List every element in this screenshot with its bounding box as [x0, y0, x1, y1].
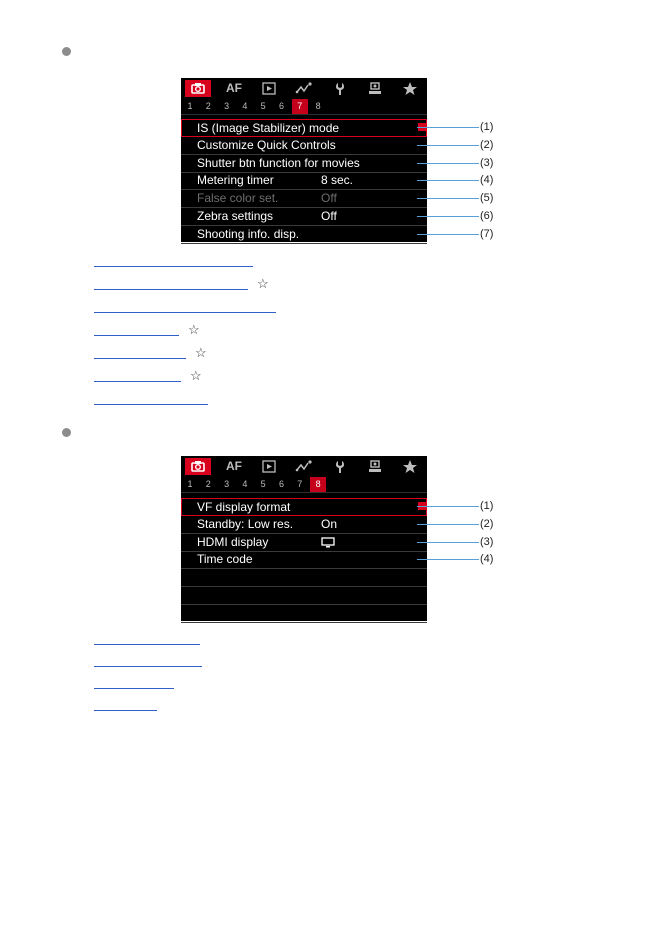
star-outline-icon: ☆ — [257, 276, 269, 291]
page-number-5[interactable]: 5 — [260, 101, 266, 111]
callout-number: (1) — [480, 121, 494, 133]
tab-label: AF — [226, 459, 242, 473]
star-outline-icon: ☆ — [195, 345, 207, 360]
menu-page-numbers — [181, 99, 427, 115]
menu-item-label: Standby: Low res. — [197, 516, 294, 531]
star-outline-icon: ☆ — [190, 368, 202, 383]
callout-line — [417, 506, 479, 507]
tab-custom-function-icon[interactable] — [362, 458, 388, 475]
reference-link[interactable] — [94, 654, 232, 670]
menu-item[interactable] — [181, 190, 427, 208]
page-number-3[interactable]: 3 — [224, 101, 230, 111]
callout-line — [417, 542, 479, 543]
tab-star-icon[interactable] — [397, 458, 423, 475]
link-underline[interactable] — [94, 312, 276, 313]
tab-wireless-icon[interactable] — [291, 458, 317, 475]
page-number-2[interactable]: 2 — [205, 479, 211, 489]
link-underline[interactable] — [94, 358, 186, 359]
menu-tab-bar — [181, 78, 427, 99]
menu-item-label: HDMI display — [197, 534, 269, 549]
reference-link[interactable] — [94, 300, 306, 316]
menu-item-value: Off — [321, 191, 337, 206]
tab-af[interactable] — [221, 458, 247, 475]
menu-item[interactable] — [181, 551, 427, 569]
tab-camera-icon[interactable] — [185, 80, 211, 97]
link-underline[interactable] — [94, 666, 202, 667]
menu-page-numbers — [181, 477, 427, 493]
monitor-icon — [321, 537, 335, 549]
callout-line — [417, 234, 479, 235]
tab-star-icon[interactable] — [397, 80, 423, 97]
tab-play-icon[interactable] — [256, 80, 282, 97]
page-number-8[interactable]: 8 — [310, 477, 326, 492]
menu-item-value: 8 sec. — [321, 173, 354, 188]
link-underline[interactable] — [94, 289, 248, 290]
link-underline[interactable] — [94, 404, 208, 405]
menu-item[interactable] — [181, 498, 427, 516]
star-outline-icon: ☆ — [188, 322, 200, 337]
menu-item-label: VF display format — [197, 500, 291, 514]
page-number-8[interactable]: 8 — [315, 101, 321, 111]
reference-link[interactable] — [94, 698, 187, 714]
tab-custom-function-icon[interactable] — [362, 80, 388, 97]
callout-number: (1) — [480, 500, 494, 512]
reference-link[interactable] — [94, 254, 283, 270]
callout-number: (4) — [480, 553, 494, 566]
tab-wrench-icon[interactable] — [327, 80, 353, 97]
page-number-4[interactable]: 4 — [242, 101, 248, 111]
menu-item-label: False color set. — [197, 191, 279, 206]
page-number-6[interactable]: 6 — [278, 101, 284, 111]
link-underline[interactable] — [94, 710, 157, 711]
page-number-3[interactable]: 3 — [224, 479, 230, 489]
page-number-1[interactable]: 1 — [187, 479, 193, 489]
reference-link[interactable] — [94, 346, 216, 362]
bullet-icon — [62, 47, 71, 56]
link-underline[interactable] — [94, 381, 181, 382]
callout-line — [417, 559, 479, 560]
callout-line — [417, 163, 479, 164]
link-underline[interactable] — [94, 644, 200, 645]
reference-link[interactable] — [94, 632, 230, 648]
page-number-1[interactable]: 1 — [187, 101, 193, 111]
menu-item-value: On — [321, 516, 338, 531]
callout-number: (3) — [480, 535, 494, 548]
callout-line — [417, 127, 479, 128]
menu-item-label: Time code — [197, 552, 253, 567]
menu-item-label: Metering timer — [197, 173, 274, 188]
reference-link[interactable] — [94, 323, 209, 339]
menu-item-label: Customize Quick Controls — [197, 137, 336, 152]
menu-item-label: Shooting info. disp. — [197, 226, 300, 241]
menu-item-label: Zebra settings — [197, 209, 274, 223]
menu-item-value: Off — [321, 209, 337, 223]
page-number-2[interactable]: 2 — [205, 101, 211, 111]
menu-item[interactable] — [181, 155, 427, 173]
callout-number: (7) — [480, 227, 494, 240]
callout-number: (4) — [480, 174, 494, 187]
menu-item[interactable] — [181, 137, 427, 155]
callout-number: (2) — [480, 138, 494, 151]
callout-number: (6) — [480, 210, 494, 222]
menu-item[interactable] — [181, 534, 427, 552]
page-number-4[interactable]: 4 — [242, 479, 248, 489]
tab-wireless-icon[interactable] — [291, 80, 317, 97]
tab-wrench-icon[interactable] — [327, 458, 353, 475]
reference-link[interactable] — [94, 277, 278, 293]
callout-number: (2) — [480, 517, 494, 530]
page-number-5[interactable]: 5 — [260, 479, 266, 489]
camera-menu-screen-page-8 — [181, 456, 427, 621]
page-number-6[interactable]: 6 — [278, 479, 284, 489]
callout-line — [417, 216, 479, 217]
link-underline[interactable] — [94, 266, 253, 267]
callout-number: (5) — [480, 192, 494, 205]
callout-line — [417, 198, 479, 199]
reference-link[interactable] — [94, 369, 211, 385]
reference-link[interactable] — [94, 676, 204, 692]
tab-af[interactable] — [221, 80, 247, 97]
page-number-7[interactable]: 7 — [292, 99, 308, 114]
menu-item-label: IS (Image Stabilizer) mode — [197, 121, 340, 135]
menu-item — [181, 587, 427, 605]
callout-line — [417, 524, 479, 525]
link-underline[interactable] — [94, 335, 179, 336]
menu-item — [181, 605, 427, 623]
callout-line — [417, 145, 479, 146]
reference-link[interactable] — [94, 392, 238, 408]
page-number-7[interactable]: 7 — [297, 479, 303, 489]
tab-camera-icon[interactable] — [185, 458, 211, 475]
menu-item[interactable] — [181, 516, 427, 534]
callout-number: (3) — [480, 156, 494, 169]
menu-item-label: Shutter btn function for movies — [197, 155, 360, 170]
link-underline[interactable] — [94, 688, 174, 689]
menu-tab-bar — [181, 456, 427, 477]
tab-play-icon[interactable] — [256, 458, 282, 475]
bullet-icon — [62, 428, 71, 437]
camera-menu-screen-page-7 — [181, 78, 427, 242]
menu-item[interactable] — [181, 172, 427, 190]
menu-item[interactable] — [181, 208, 427, 226]
menu-item[interactable] — [181, 119, 427, 137]
callout-line — [417, 180, 479, 181]
menu-item — [181, 569, 427, 587]
tab-label: AF — [226, 81, 242, 95]
menu-item[interactable] — [181, 226, 427, 244]
